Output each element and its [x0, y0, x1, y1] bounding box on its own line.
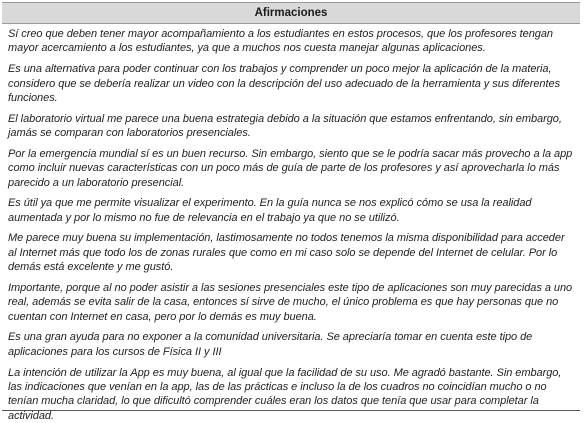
table-row: Importante, porque al no poder asistir a las sesiones presenciales este tipo de aplicaciones son muy parecidas a uno real, además se evita salir de la casa, entonces sí sirve de mucho, el único problema es que hay personas que no cuentan con Internet en casa, pero por lo demás es muy buena. — [8, 281, 574, 324]
table-body — [2, 24, 580, 423]
table-header — [2, 3, 580, 24]
table-row: Es una alternativa para poder continuar con los trabajos y comprender un poco mejor la aplicación de la materia, considero que se debería realizar un video con la descripción del uso adecuado de la herramienta y sus diferentes funciones. — [8, 62, 574, 105]
table-row: La intención de utilizar la App es muy buena, al igual que la facilidad de su uso. Me agradó bastante. Sin embargo, las indicaciones que venían en la app, las de las prácticas e incluso la de los cuadros no coincidían mucho o no tenían mucha claridad, lo que dificultó comprender cuáles eran los datos que tenía que usar para completar la actividad. — [8, 366, 574, 423]
table-row: El laboratorio virtual me parece una buena estrategia debido a la situación que estamos enfrentando, sin embargo, jamás se comparan con laboratorios presenciales. — [8, 112, 574, 141]
table-row: Me parece muy buena su implementación, lastimosamente no todos tenemos la misma disponibilidad para acceder al Internet más que todo los de zonas rurales que como en mi caso solo se depende del Internet de celular. Por lo demás está excelente y me gustó. — [8, 231, 574, 274]
table-row: Sí creo que deben tener mayor acompañamiento a los estudiantes en estos procesos, que los profesores tengan mayor acercamiento a los estudiantes, ya que a muchos nos cuesta manejar algunas aplicaciones. — [8, 27, 574, 56]
affirmations-table — [2, 2, 580, 411]
header-label: Afirmaciones — [255, 7, 328, 19]
table-row: Por la emergencia mundial sí es un buen recurso. Sin embargo, siento que se le podría sacar más provecho a la app como incluir nuevas características con un poco más de guía de parte de los profesores y así aprovecharla lo más parecido a un laboratorio presencial. — [8, 147, 574, 190]
table-row: Es una gran ayuda para no exponer a la comunidad universitaria. Se apreciaría tomar en cuenta este tipo de aplicaciones para los cursos de Física II y III — [8, 330, 574, 359]
table-row: Es útil ya que me permite visualizar el experimento. En la guía nunca se nos explicó cómo se usa la realidad aumentada y por lo mismo no fue de relevancia en el trabajo ya que no se utilizó. — [8, 196, 574, 225]
